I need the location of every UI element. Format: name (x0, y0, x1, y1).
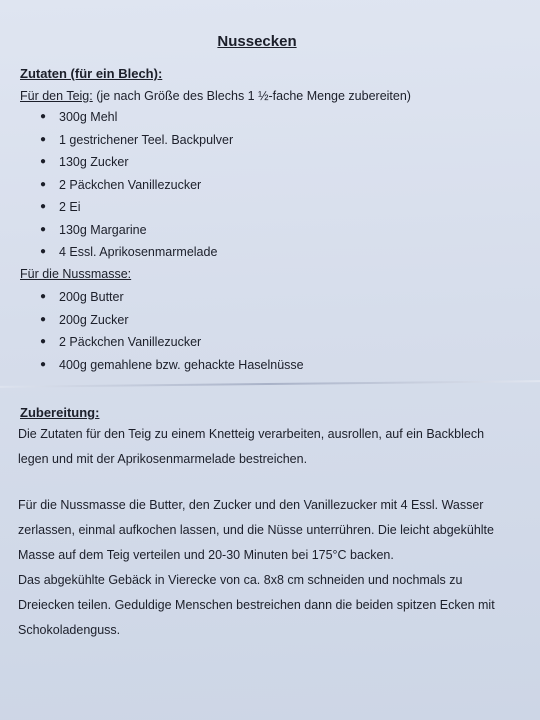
text-line: Für die Nussmasse die Butter, den Zucker und den Vanillezucker mit 4 Essl. Wasser (18, 498, 484, 512)
list-item: ● 2 Päckchen Vanillezucker (40, 174, 233, 197)
bullet-icon: ● (40, 291, 47, 302)
page-title: Nussecken (217, 33, 297, 50)
text-line: Die Zutaten für den Teig zu einem Knetteig verarbeiten, ausrollen, auf ein Backblech (18, 427, 485, 441)
bullet-icon: ● (40, 358, 47, 370)
list-item: ● 200g Zucker (40, 309, 304, 332)
nut-mass-label: Für die Nussmasse: (20, 267, 132, 281)
list-item: ● 400g gemahlene bzw. gehackte Haselnüsse (40, 354, 304, 377)
bullet-icon: ● (40, 201, 47, 212)
list-item: ● 300g Mehl (40, 106, 233, 129)
bullet-icon: ● (40, 223, 47, 235)
list-item: ● 1 gestrichener Teel. Backpulver (40, 129, 233, 152)
bullet-icon: ● (40, 336, 47, 347)
text-line: Schokoladenguss. (18, 623, 121, 637)
bullet-icon: ● (40, 178, 47, 190)
text-line: Das abgekühlte Gebäck in Vierecke von ca. 8x8 cm schneiden und nochmals zu (18, 573, 463, 587)
dough-note: (je nach Größe des Blechs 1 ½-fache Menge zubereiten) (92, 89, 411, 103)
list-item: ● 4 Essl. Aprikosenmarmelade (40, 241, 233, 264)
text-line: legen und mit der Aprikosenmarmelade bestreichen. (18, 452, 308, 466)
bullet-icon: ● (40, 133, 47, 145)
paper-fold-line (0, 380, 540, 388)
text-line: Masse auf dem Teig verteilen und 20-30 Minuten bei 175°C backen. (18, 548, 394, 562)
preparation-paragraph-2 (18, 493, 528, 643)
list-item: ● 2 Ei (40, 196, 233, 219)
ingredients-heading: Zutaten (für ein Blech): (20, 66, 163, 81)
list-item: ● 200g Butter (40, 286, 304, 309)
bullet-icon: ● (40, 111, 47, 122)
text-line: zerlassen, einmal aufkochen lassen, und die Nüsse unterrühren. Die leicht abgekühlte (18, 523, 494, 537)
bullet-icon: ● (40, 156, 47, 167)
bullet-icon: ● (40, 246, 47, 257)
preparation-paragraph-1 (18, 422, 528, 472)
list-item: ● 130g Zucker (40, 151, 233, 174)
dough-label: Für den Teig: (20, 89, 93, 103)
list-item: ● 2 Päckchen Vanillezucker (40, 331, 304, 354)
list-item: ● 130g Margarine (40, 219, 233, 242)
bullet-icon: ● (40, 313, 47, 325)
text-line: Dreiecken teilen. Geduldige Menschen bestreichen dann die beiden spitzen Ecken mit (18, 598, 495, 612)
preparation-heading: Zubereitung: (20, 405, 100, 420)
dough-subheading (20, 89, 411, 103)
nut-mass-ingredient-list (40, 286, 304, 376)
nut-mass-subheading (20, 267, 131, 281)
dough-ingredient-list (40, 106, 233, 264)
